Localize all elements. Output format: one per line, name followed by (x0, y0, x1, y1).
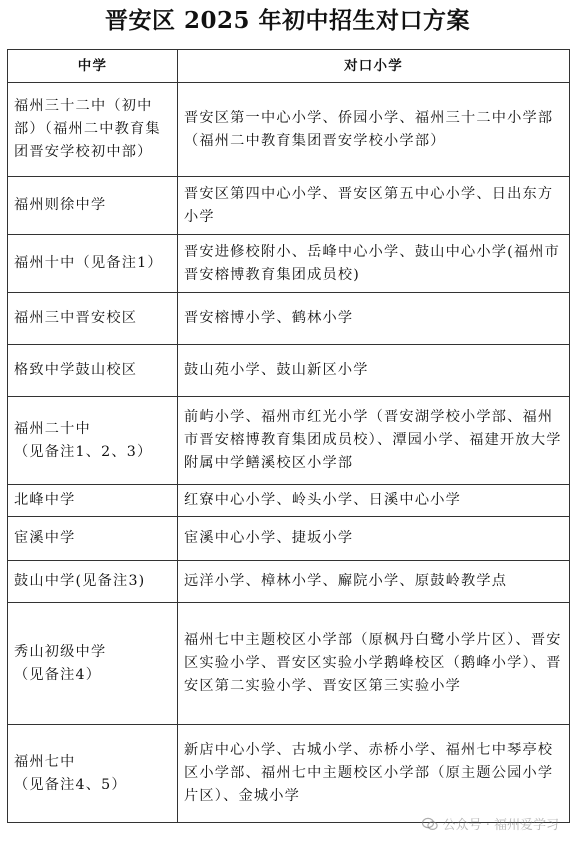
table-row (8, 177, 570, 235)
middle-school-cell: 宦溪中学 (8, 517, 178, 561)
primary-schools-cell: 红寮中心小学、岭头小学、日溪中心小学 (178, 485, 570, 517)
primary-schools-cell: 晋安区第四中心小学、晋安区第五中心小学、日出东方小学 (178, 177, 570, 235)
watermark-text: 公众号 · 福州爱学习 (442, 818, 559, 833)
enrollment-table (7, 49, 570, 823)
primary-schools-cell: 新店中心小学、古城小学、赤桥小学、福州七中琴亭校区小学部、福州七中主题校区小学部（原主题公园小学片区）、金城小学 (178, 725, 570, 823)
middle-school-cell: 福州十中（见备注1） (8, 235, 178, 293)
middle-school-cell: 福州三十二中（初中部）（福州二中教育集团晋安学校初中部） (8, 83, 178, 177)
table-row (8, 83, 570, 177)
middle-school-cell: 福州七中 （见备注4、5） (8, 725, 178, 823)
header-middle-school: 中学 (8, 50, 178, 83)
middle-school-cell: 福州三中晋安校区 (8, 293, 178, 345)
primary-schools-cell: 晋安榕博小学、鹤林小学 (178, 293, 570, 345)
primary-schools-cell: 鼓山苑小学、鼓山新区小学 (178, 345, 570, 397)
header-primary-schools: 对口小学 (178, 50, 570, 83)
table-row (8, 603, 570, 725)
primary-schools-cell: 晋安区第一中心小学、侨园小学、福州三十二中小学部（福州二中教育集团晋安学校小学部） (178, 83, 570, 177)
primary-schools-cell: 福州七中主题校区小学部（原枫丹白鹭小学片区）、晋安区实验小学、晋安区实验小学鹅峰校区（鹅峰小学）、晋安区第二实验小学、晋安区第三实验小学 (178, 603, 570, 725)
middle-school-cell: 福州二十中 （见备注1、2、3） (8, 397, 178, 485)
table-row (8, 345, 570, 397)
primary-schools-cell: 前屿小学、福州市红光小学（晋安湖学校小学部、福州市晋安榕博教育集团成员校）、潭园小学、福建开放大学附属中学鳝溪校区小学部 (178, 397, 570, 485)
middle-school-cell: 福州则徐中学 (8, 177, 178, 235)
primary-schools-cell: 远洋小学、樟林小学、廨院小学、原鼓岭教学点 (178, 561, 570, 603)
middle-school-cell: 格致中学鼓山校区 (8, 345, 178, 397)
primary-schools-cell: 宦溪中心小学、捷坂小学 (178, 517, 570, 561)
table-row (8, 293, 570, 345)
table-row (8, 517, 570, 561)
table-header-row (8, 50, 570, 83)
table-row (8, 561, 570, 603)
table-row (8, 725, 570, 823)
primary-schools-cell: 晋安进修校附小、岳峰中心小学、鼓山中心小学(福州市晋安榕博教育集团成员校) (178, 235, 570, 293)
table-row (8, 235, 570, 293)
table-row (8, 397, 570, 485)
middle-school-cell: 秀山初级中学 （见备注4） (8, 603, 178, 725)
middle-school-cell: 北峰中学 (8, 485, 178, 517)
table-row (8, 485, 570, 517)
page-title: 晋安区 2025 年初中招生对口方案 (104, 7, 471, 34)
middle-school-cell: 鼓山中学(见备注3) (8, 561, 178, 603)
